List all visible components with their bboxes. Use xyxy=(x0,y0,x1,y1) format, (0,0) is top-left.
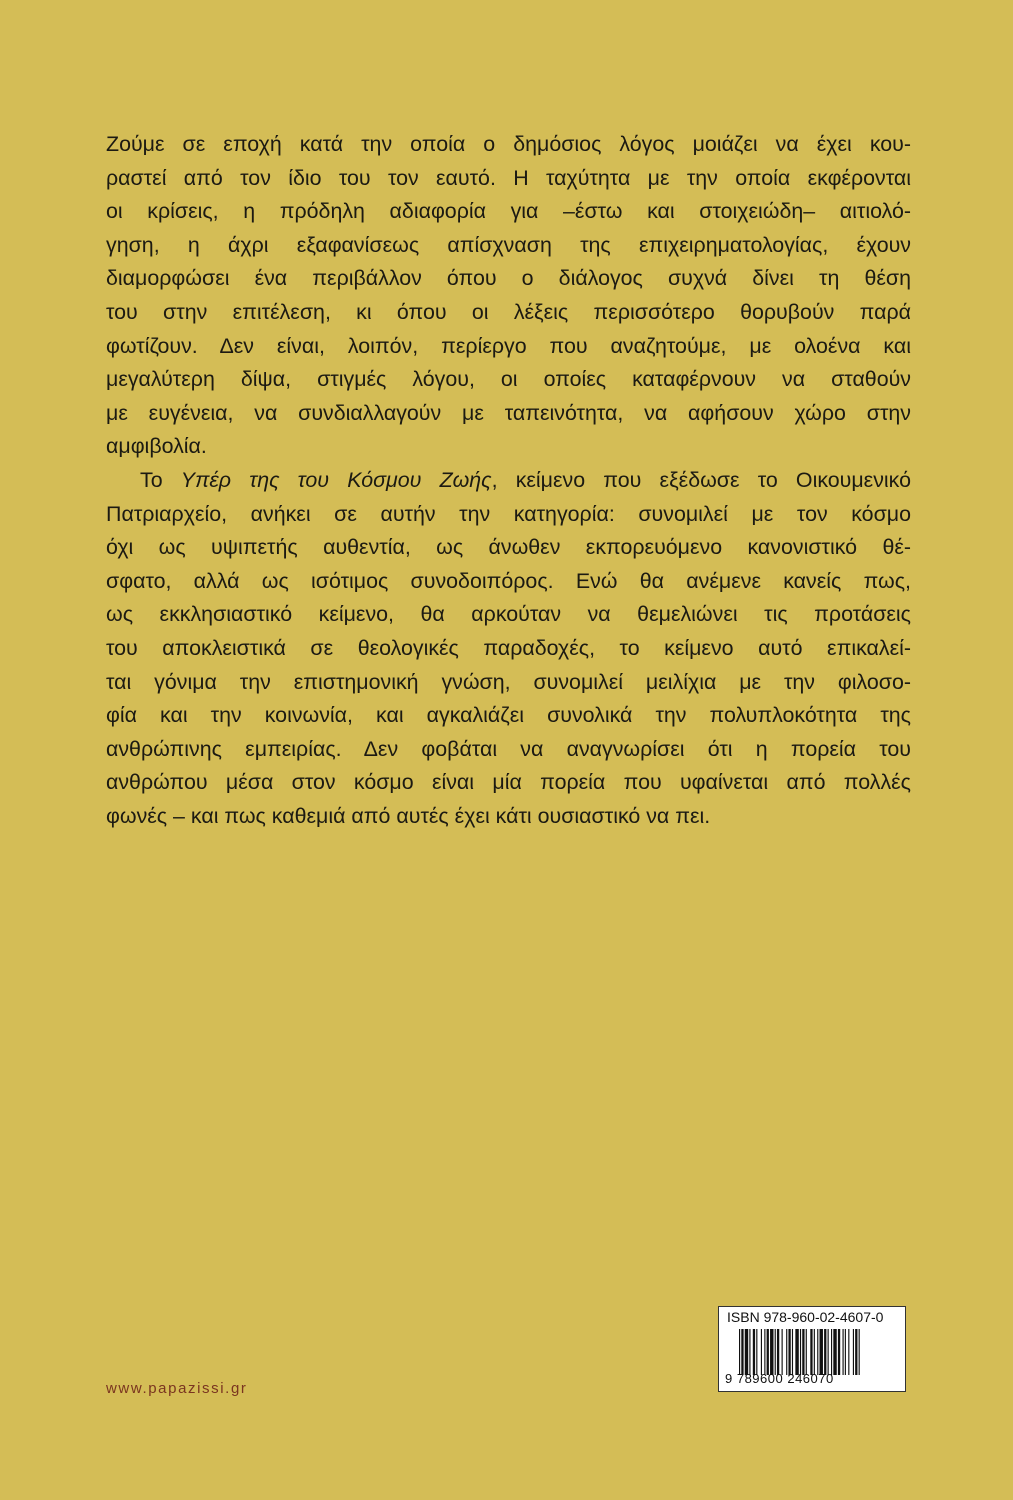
publisher-website: www.papazissi.gr xyxy=(106,1380,248,1397)
barcode-bar xyxy=(767,1329,769,1375)
text-line: Ζούμε σε εποχή κατά την οποία ο δημόσιος λόγος μοιάζει να έχει κου- xyxy=(106,132,911,156)
text-line: φία και την κοινωνία, και αγκαλιάζει συνολικά την πολυπλοκότητα της xyxy=(106,703,911,728)
back-cover-text xyxy=(106,128,911,833)
text-line: ανθρώπινης εμπειρίας. Δεν φοβάται να αναγνωρίσει ότι η πορεία του xyxy=(106,736,911,761)
barcode-digits: 9 789600 246070 xyxy=(725,1371,834,1386)
barcode-bar xyxy=(802,1329,804,1375)
barcode-bar xyxy=(788,1329,790,1375)
barcode-bar xyxy=(833,1329,836,1375)
text-suffix: , κείμενο που εξέδωσε το Οικουμενικό xyxy=(491,467,911,492)
paragraph-2 xyxy=(106,464,911,834)
barcode-bar xyxy=(859,1329,860,1375)
barcode-bar xyxy=(795,1329,798,1375)
text-line: όχι ως υψιπετής αυθεντία, ως άνωθεν εκπορευόμενο κανονιστικό θέ- xyxy=(106,535,911,560)
text-line: ανθρώπου μέσα στον κόσμο είναι μία πορεία που υφαίνεται από πολλές xyxy=(106,770,911,795)
text-line: αμφιβολία. xyxy=(106,434,207,459)
barcode-bar xyxy=(775,1329,776,1375)
text-line: οι κρίσεις, η πρόδηλη αδιαφορία για –έστω και στοιχειώδη– αιτιολό- xyxy=(106,199,911,224)
text-line: γηση, η άχρι εξαφανίσεως απίσχναση της επιχειρηματολογίας, έχουν xyxy=(106,232,911,257)
text-line: φωτίζουν. Δεν είναι, λοιπόν, περίεργο που αναζητούμε, με ολοένα και xyxy=(106,333,911,358)
text-line: φωνές – και πως καθεμιά από αυτές έχει κάτι ουσιαστικό να πει. xyxy=(106,803,711,828)
barcode-bar xyxy=(770,1329,773,1375)
barcode-bar xyxy=(782,1329,783,1375)
barcode-bar xyxy=(824,1329,826,1375)
barcode-image xyxy=(739,1329,899,1375)
text-line: Πατριαρχείο, ανήκει σε αυτήν την κατηγορία: συνομιλεί με τον κόσμο xyxy=(106,501,911,526)
barcode-bar xyxy=(817,1329,818,1375)
barcode-bar xyxy=(792,1329,793,1375)
isbn-label: ISBN 978-960-02-4607-0 xyxy=(727,1309,884,1325)
barcode-bar xyxy=(749,1329,750,1375)
barcode-bar xyxy=(806,1329,807,1375)
barcode-bar xyxy=(820,1329,823,1375)
barcode-bar xyxy=(761,1329,762,1375)
barcode-bar xyxy=(853,1329,854,1375)
text-prefix: Το xyxy=(140,467,181,492)
barcode-bar xyxy=(855,1329,857,1375)
book-title: Υπέρ της του Κόσμου Ζωής xyxy=(180,467,492,492)
barcode-bar xyxy=(814,1329,815,1375)
barcode-bar xyxy=(848,1329,849,1375)
paragraph-1 xyxy=(106,128,911,464)
barcode-bar xyxy=(777,1329,779,1375)
text-line: με ευγένεια, να συνδιαλλαγούν με ταπεινότητα, να αφήσουν χώρο στην xyxy=(106,400,911,425)
barcode-bar xyxy=(764,1329,765,1375)
text-line: του στην επιτέλεση, κι όπου οι λέξεις περισσότερο θορυβούν παρά xyxy=(106,299,911,324)
barcode-bar xyxy=(786,1329,787,1375)
text-line: ραστεί από τον ίδιο του τον εαυτό. Η ταχύτητα με την οποία εκφέρονται xyxy=(106,165,911,190)
barcode-bar xyxy=(756,1329,757,1375)
barcode-bar xyxy=(745,1329,748,1375)
barcode-bar xyxy=(739,1329,740,1375)
barcode-bar xyxy=(741,1329,743,1375)
barcode-bar xyxy=(843,1329,844,1375)
barcode-bar xyxy=(831,1329,832,1375)
text-line: ως εκκλησιαστικό κείμενο, θα αρκούταν να θεμελιώνει τις προτάσεις xyxy=(106,602,911,627)
text-line: μεγαλύτερη δίψα, στιγμές λόγου, οι οποίες καταφέρνουν να σταθούν xyxy=(106,367,911,392)
barcode-bar xyxy=(838,1329,840,1375)
text-line: ται γόνιμα την επιστημονική γνώση, συνομιλεί μειλίχια με την φιλοσο- xyxy=(106,669,911,694)
barcode-bar xyxy=(800,1329,801,1375)
barcode-bar xyxy=(828,1329,829,1375)
barcode-bar xyxy=(810,1329,812,1375)
text-line: διαμορφώσει ένα περιβάλλον όπου ο διάλογος συχνά δίνει τη θέση xyxy=(106,266,911,291)
barcode-bar xyxy=(845,1329,846,1375)
barcode-bar xyxy=(753,1329,755,1375)
text-line: του αποκλειστικά σε θεολογικές παραδοχές, το κείμενο αυτό επικαλεί- xyxy=(106,635,911,660)
text-line-first xyxy=(106,464,911,498)
text-line: σφατο, αλλά ως ισότιμος συνοδοιπόρος. Ενώ θα ανέμενε κανείς πως, xyxy=(106,568,911,593)
isbn-barcode-box xyxy=(718,1306,906,1392)
